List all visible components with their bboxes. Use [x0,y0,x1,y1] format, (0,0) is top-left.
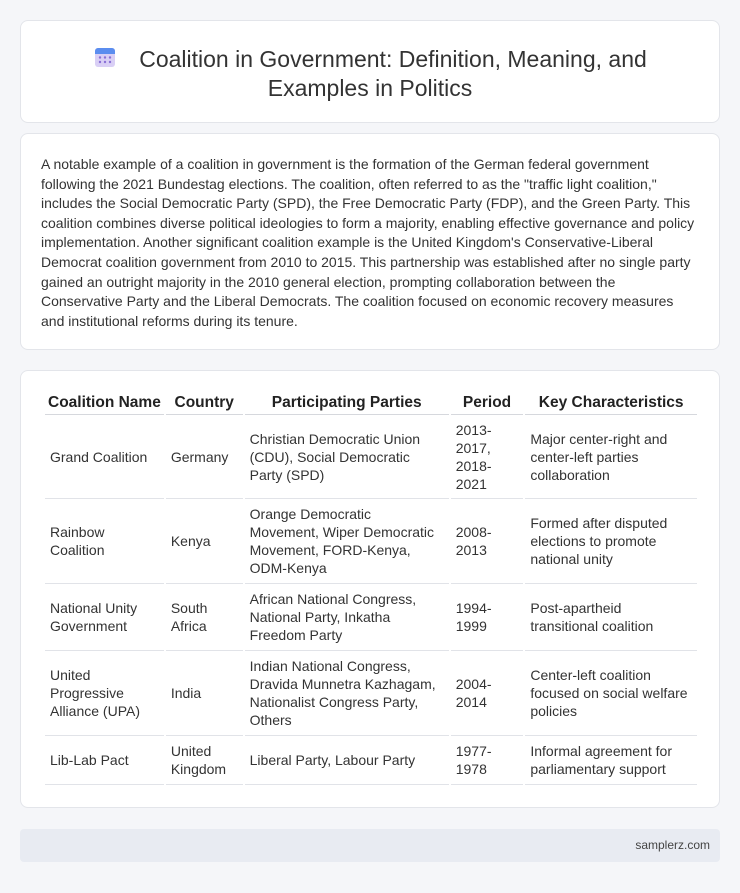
title-line-1: Coalition in Government: Definition, Meaning, and [139,46,647,72]
calendar-icon [93,45,117,69]
table-header-row [45,393,697,415]
cell-coalition-name: United Progressive Alliance (UPA) [45,651,164,736]
title-line-2: Examples in Politics [267,75,473,101]
cell-period: 2008-2013 [451,499,524,584]
cell-coalition-name: Lib-Lab Pact [45,736,164,785]
cell-coalition-name: Rainbow Coalition [45,499,164,584]
table-row [45,651,697,736]
cell-characteristics: Informal agreement for parliamentary support [525,736,697,785]
cell-characteristics: Center-left coalition focused on social welfare policies [525,651,697,736]
header-coalition-name: Coalition Name [45,393,164,415]
table-card [20,370,720,808]
footer [20,829,720,862]
cell-parties: Orange Democratic Movement, Wiper Democratic Movement, FORD-Kenya, ODM-Kenya [245,499,449,584]
cell-period: 1994-1999 [451,584,524,651]
cell-parties: Christian Democratic Union (CDU), Social Democratic Party (SPD) [245,415,449,499]
cell-characteristics: Formed after disputed elections to promote national unity [525,499,697,584]
cell-characteristics: Post-apartheid transitional coalition [525,584,697,651]
intro-paragraph: A notable example of a coalition in government is the formation of the German federal government following the 2021 Bundestag elections. The coalition, often referred to as the "traffic light coalition," includes the Social Democratic Party (SPD), the Free Democratic Party (FDP), and the Green Party. This coalition combines diverse political ideologies to form a majority, enabling effective governance and policy implementation. Another significant coalition example is the United Kingdom's Conservative-Liberal Democrat coalition government from 2010 to 2015. This partnership was established after no single party gained an outright majority in the 2010 general election, prompting collaboration between the Conservative Party and the Liberal Democrats. The coalition focused on economic recovery measures and institutional reforms during its tenure. [41,156,695,329]
coalition-table [43,393,699,785]
cell-country: India [166,651,243,736]
header-key-characteristics: Key Characteristics [525,393,697,415]
cell-parties: Indian National Congress, Dravida Munnetra Kazhagam, Nationalist Congress Party, Others [245,651,449,736]
cell-coalition-name: National Unity Government [45,584,164,651]
table-row [45,499,697,584]
intro-card [20,133,720,350]
footer-site-link[interactable]: samplerz.com [635,838,710,852]
header-country: Country [166,393,243,415]
header-participating-parties: Participating Parties [245,393,449,415]
cell-country: South Africa [166,584,243,651]
table-row [45,736,697,785]
cell-parties: Liberal Party, Labour Party [245,736,449,785]
cell-country: Germany [166,415,243,499]
cell-country: United Kingdom [166,736,243,785]
table-row [45,415,697,499]
cell-period: 2004-2014 [451,651,524,736]
cell-coalition-name: Grand Coalition [45,415,164,499]
title-card [20,20,720,123]
cell-period: 2013-2017, 2018-2021 [451,415,524,499]
cell-period: 1977-1978 [451,736,524,785]
cell-parties: African National Congress, National Party, Inkatha Freedom Party [245,584,449,651]
cell-country: Kenya [166,499,243,584]
cell-characteristics: Major center-right and center-left parties collaboration [525,415,697,499]
table-row [45,584,697,651]
header-period: Period [451,393,524,415]
page-title [21,21,719,103]
